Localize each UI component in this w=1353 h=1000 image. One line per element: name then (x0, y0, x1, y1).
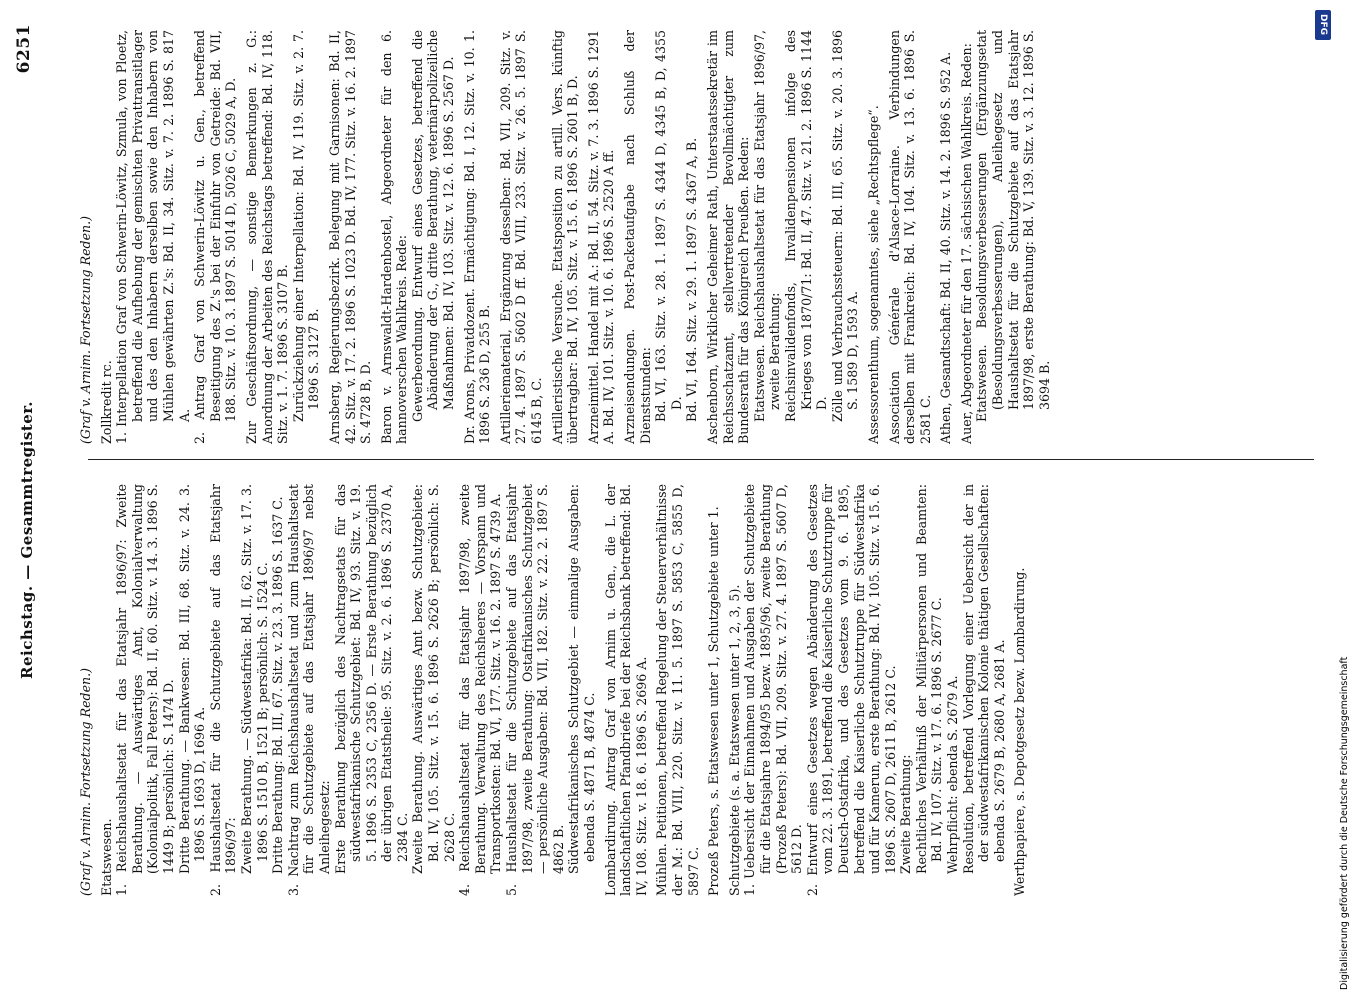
register-entry: Werthpapiere, s. Depotgesetz bezw. Lombardirung. (1012, 567, 1028, 896)
register-entry: Arnsberg, Regierungsbezirk. Belegung mit Garnisonen: Bd. II, 42. Sitz. v. 17. 2. 1896 S. 1023 D. Bd. IV, 177. Sitz. v. 16. 2. 1897 S. 4728 B, D. (326, 30, 374, 444)
register-entry: Südwestafrikanisches Schutzgebiet — einmalige Ausgaben: ebenda S. 4871 B, 4874 C. (566, 484, 597, 874)
register-entry: Etatswesen. Reichshaushaltsetat für das Etatsjahr 1896/97, zweite Berathung: (751, 30, 783, 422)
left-text-column (78, 484, 1028, 896)
register-entry: Schutzgebiete (s. a. Etatswesen unter 1, 2, 3, 5). (726, 584, 742, 896)
digitization-note: Digitalisierung gefördert durch die Deutsche Forschungsgemeinschaft (1339, 656, 1350, 990)
register-entry: Etatswesen. (98, 818, 114, 896)
register-entry: Zweite Berathung. — Südwestafrika: Bd. II, 62. Sitz. v. 17. 3. 1896 S. 1510 B, 1521 B; persönlich: S. 1524 C. (238, 484, 270, 874)
register-entry: (Graf v. Arnim. Fortsetzung Reden.) (78, 215, 93, 444)
digitization-strip (1309, 0, 1353, 1000)
register-entry: Artilleriematerial, Ergänzung desselben: Bd. VII, 209. Sitz. v. 27. 4. 1897 S. 5602 D ff. Bd. VIII, 233. Sitz. v. 26. 5. 1897 S. 6145 B, C. (497, 30, 545, 444)
register-entry: 1. Interpellation Graf von Schwerin-Löwitz, Szmula, von Ploetz, betreffend die Aufhebung der gemischten Privattransitlager und des den Inhabern derselben sowie den Inhabern von Mühlen gewährten Z.'s: Bd. II, 34. Sitz. v. 7. 2. 1896 S. 817 A. (114, 30, 192, 444)
register-entry: Rechtliches Verhältniß der Militärpersonen und Beamten: Bd. IV, 107. Sitz. v. 17. 6. 1896 S. 2677 C. (913, 484, 945, 874)
register-entry: Arzneimittel. Handel mit A.: Bd. II, 54. Sitz. v. 7. 3. 1896 S. 1291 A. Bd. IV, 101. Sitz. v. 10. 6. 1896 S. 2520 A ff. (585, 30, 617, 444)
running-header-title: Reichstag. — Gesammtregister. (18, 401, 36, 679)
register-entry: 3. Nachtrag zum Reichshaushaltsetat und zum Haushaltsetat für die Schutzgebiete auf das Etatsjahr 1896/97 nebst Anleihegesetz: (285, 484, 332, 896)
register-entry: Wehrpflicht: ebenda S. 2679 A. (945, 675, 961, 874)
register-entry: (Graf v. Arnim. Fortsetzung Reden.) (78, 667, 93, 896)
register-entry: 2. Antrag Graf von Schwerin-Löwitz u. Gen., betreffend Beseitigung des Z.'s bei der Einfuhr von Getreide: Bd. VII, 188. Sitz. v. 10. 3. 1897 S. 5014 D, 5026 C, 5029 A, D. (192, 30, 239, 444)
right-text-column (78, 30, 1052, 444)
register-entry: 4. Reichshaushaltsetat für das Etatsjahr 1897/98, zweite Berathung. Verwaltung des Reichsheeres — Vorspann und Transportkosten: Bd. VI, 177. Sitz. v. 16. 2. 1897 S. 4739 A. (457, 484, 504, 896)
register-entry: Aschenborn, Wirklicher Geheimer Rath, Unterstaatssekretär im Reichsschatzamt, stellvertretender Bevollmächtigter zum Bundesrath für das Königreich Preußen. Reden: (704, 30, 752, 444)
register-entry: Lombardirung. Antrag Graf von Arnim u. Gen., die L. der landschaftlichen Pfandbriefe bei der Reichsbank betreffend: Bd. IV, 108. Sitz. v. 18. 6. 1896 S. 2696 A. (602, 484, 649, 896)
register-entry: Association Générale d'Alsace-Lorraine. Verbindungen derselben mit Frankreich: Bd. IV, 104. Sitz. v. 13. 6. 1896 S. 2581 C. (886, 30, 933, 444)
register-entry: Artilleristische Versuche. Etatsposition zu artill. Vers. künftig übertragbar: Bd. IV, 105. Sitz. v. 15. 6. 1896 S. 2601 B, D. (549, 30, 581, 444)
page-number: 6251 (14, 24, 34, 74)
register-entry: Etatswesen. Besoldungsverbesserungen (Ergänzungsetat (Besoldungsverbesserungen), Anleihegesetz und Haushaltsetat für die Schutzgebiete auf das Etatsjahr 1897/98, erste Berathung: Bd. V, 139. Sitz. v. 3. 12. 1896 S. 3694 B. (974, 30, 1052, 422)
register-entry: 2. Haushaltsetat für die Schutzgebiete auf das Etatsjahr 1896/97: (207, 484, 239, 896)
register-entry: Dritte Berathung: Bd. III, 67. Sitz. v. 23. 3. 1896 S. 1637 C. (270, 496, 286, 874)
column-divider (88, 459, 1314, 460)
register-entry: Reichsinvalidenfonds, Invalidenpensionen infolge des Krieges von 1870/71: Bd. II, 47. Sitz. v. 21. 2. 1896 S. 1144 D. (782, 30, 830, 422)
register-entry: Zollkredit rc. (98, 360, 114, 444)
register-entry: Auer, Abgeordneter für den 17. sächsischen Wahlkreis. Reden: (958, 43, 974, 444)
dfg-logo: DFG (1315, 10, 1331, 40)
register-entry: 1. Uebersicht der Einnahmen und Ausgaben der Schutzgebiete für die Etatsjahre 1894/95 bezw. 1895/96, zweite Berathung (Prozeß Peters): Bd. VII, 209. Sitz. v. 27. 4. 1897 S. 5607 D, 5612 D. (742, 484, 805, 896)
register-entry: Assessorenthum, sogenanntes, siehe „Rechtspflege“. (865, 105, 881, 444)
register-entry: 1. Reichshaushaltsetat für das Etatsjahr 1896/97: Zweite Berathung. — Auswärtiges Amt, Kolonialverwaltung (Kolonialpolitik, Fall Peters): Bd. II, 60. Sitz. v. 14. 3. 1896 S. 1449 B; persönlich: S. 1474 D. (114, 484, 176, 896)
register-entry: 5. Haushaltsetat für die Schutzgebiete auf das Etatsjahr 1897/98, zweite Berathung: Ostafrikanisches Schutzgebiet — persönliche Ausgaben: Bd. VII, 182. Sitz. v. 22. 2. 1897 S. 4862 B. (504, 484, 566, 896)
register-entry: Athen, Gesandtschaft: Bd. II, 40. Sitz. v. 14. 2. 1896 S. 952 A. (938, 51, 954, 444)
register-entry: Mühlen. Petitionen, betreffend Regelung der Steuerverhältnisse der M.: Bd. VIII, 220. Sitz. v. 11. 5. 1897 S. 5853 C, 5855 D, 5897 C. (654, 484, 701, 896)
register-entry: Resolution, betreffend Vorlegung einer Uebersicht der in der südwestafrikanischen Kolonie thätigen Gesellschaften: ebenda S. 2679 B, 2680 A, 2681 A. (960, 484, 1007, 874)
register-entry: Arzneisendungen. Post-Packetaufgabe nach Schluß der Dienststunden: (622, 30, 653, 444)
register-entry: Zölle und Verbrauchssteuern: Bd. III, 65. Sitz. v. 20. 3. 1896 S. 1589 D, 1593 A. (829, 30, 861, 422)
register-entry: Gewerbeordnung. Entwurf eines Gesetzes, betreffend die Abänderung der G., dritte Berathung, veterinärpolizeiliche Maßnahmen: Bd. IV, 103. Sitz. v. 12. 6. 1896 S. 2567 D. (409, 30, 457, 422)
register-entry: Bd. VI, 163. Sitz. v. 28. 1. 1897 S. 4344 D, 4345 B, D, 4355 D. (653, 30, 684, 422)
register-entry: Erste Berathung bezüglich des Nachtragsetats für das südwestafrikanische Schutzgebiet: Bd. IV, 93. Sitz. v. 19. 5. 1896 S. 2353 C, 2356 D. — Erste Berathung bezüglich der übrigen Etatstheile: 95. Sitz. v. 2. 6. 1896 S. 2370 A, 2384 C. (332, 484, 410, 874)
register-entry: Baron v. Arnswaldt-Hardenbostel, Abgeordneter für den 6. hannoverschen Wahlkreis. Rede: (378, 30, 410, 444)
register-entry: Zweite Berathung. Auswärtiges Amt bezw. Schutzgebiete: Bd. IV, 105. Sitz. v. 15. 6. 1896 S. 2626 B; persönlich: S. 2628 C. (410, 484, 457, 874)
register-entry: Zur Geschäftsordnung, — sonstige Bemerkungen z. G.: Anordnung der Arbeiten des Reichstags betreffend: Bd. IV, 118. Sitz. v. 1. 7. 1896 S. 3107 B. (243, 30, 291, 444)
register-entry: Dr. Arons, Privatdozent. Ermächtigung: Bd. I, 12. Sitz. v. 10. 1. 1896 S. 236 D, 255 B. (461, 30, 493, 444)
register-entry: Dritte Berathung. — Bankwesen: Bd. III, 68. Sitz. v. 24. 3. 1896 S. 1693 D, 1696 A. (176, 484, 208, 874)
register-entry: Prozeß Peters, s. Etatswesen unter 1, Schutzgebiete unter 1. (706, 506, 722, 896)
register-entry: 2. Entwurf eines Gesetzes wegen Abänderung des Gesetzes vom 22. 3. 1891, betreffend die Kaiserliche Schutztruppe für Deutsch-Ostafrika, und des Gesetzes vom 9. 6. 1895, betreffend die Kaiserliche Schutztruppe für Südwestafrika und für Kamerun, erste Berathung: Bd. IV, 105. Sitz. v. 15. 6. 1896 S. 2607 D, 2611 B, 2612 C. (804, 484, 898, 896)
register-entry: Bd. VI, 164. Sitz. v. 29. 1. 1897 S. 4367 A, B. (684, 137, 700, 422)
register-entry: Zurückziehung einer Interpellation: Bd. IV, 119. Sitz. v. 2. 7. 1896 S. 3127 B. (290, 30, 322, 422)
register-entry: Zweite Berathung: (898, 754, 914, 874)
